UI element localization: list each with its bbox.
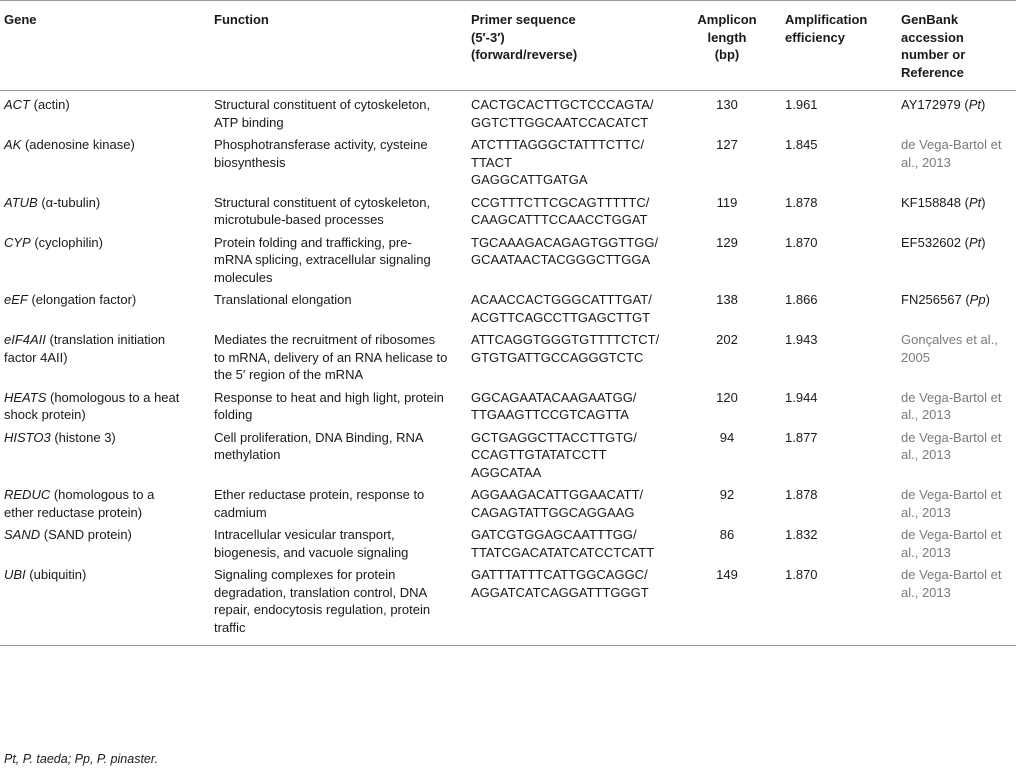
accession-cell — [901, 481, 1016, 521]
primer-line: TTACT — [471, 154, 512, 170]
table-row — [0, 481, 1016, 521]
species-abbrev: Pp — [969, 292, 986, 307]
primer-line: GAGGCATTGATGA — [471, 172, 588, 187]
primer-line: ATTCAGGTGGGTGTTTTCTCT/ — [471, 332, 660, 347]
reference-citation: de Vega-Bartol et al., 2013 — [901, 137, 1002, 170]
function-cell: Structural constituent of cytoskeleton, ATP binding — [214, 97, 431, 130]
gene-description: (homologous to a ether reductase protein) — [4, 487, 155, 520]
gene-description: (actin) — [30, 97, 70, 112]
function-cell: Signaling complexes for protein degradation, translation control, DNA repair, endocytosis regulation, protein traffic — [214, 561, 471, 646]
table-row — [0, 424, 1016, 482]
gene-symbol: AK — [4, 137, 22, 152]
gene-description: (elongation factor) — [27, 292, 137, 307]
accession-cell — [901, 326, 1016, 384]
length-cell: 129 — [716, 234, 738, 250]
primer-line: GCAATAACTACGGGCTTGGA — [471, 252, 651, 267]
header-primer-line: (5′-3′) — [471, 29, 505, 45]
accession-cell — [901, 131, 1016, 189]
primer-cell — [471, 91, 669, 132]
primer-line: TTATCGACATATCATCCTCATT — [471, 544, 655, 560]
gene-symbol: HISTO3 — [4, 429, 51, 445]
gene-cell — [0, 189, 214, 229]
gene-cell — [0, 521, 214, 561]
accession-cell — [901, 286, 1016, 326]
gene-description: (ubiquitin) — [25, 567, 87, 582]
length-cell: 130 — [716, 97, 738, 112]
header-accession: GenBank accession number or Reference — [901, 1, 1016, 91]
header-length-line: (bp) — [714, 47, 740, 62]
accession-close: ) — [981, 234, 986, 250]
accession-number: FN256567 ( — [901, 292, 970, 307]
efficiency-cell: 1.870 — [785, 561, 901, 646]
gene-cell — [0, 424, 214, 482]
accession-number: AY172979 ( — [901, 97, 969, 112]
function-cell: Structural constituent of cytoskeleton, microtubule-based processes — [214, 194, 431, 227]
reference-citation: de Vega-Bartol et al., 2013 — [901, 527, 1002, 560]
table-row — [0, 521, 1016, 561]
primer-line: ACGTTCAGCCTTGAGCTTGT — [471, 309, 651, 325]
gene-symbol: eIF4AII — [4, 332, 46, 347]
table-row — [0, 189, 1016, 229]
efficiency-cell: 1.878 — [785, 487, 818, 502]
efficiency-cell: 1.832 — [785, 527, 818, 542]
primer-cell — [471, 481, 669, 521]
primer-line: TGCAAAGACAGAGTGGTTGG/ — [471, 234, 659, 250]
gene-symbol: eEF — [4, 292, 28, 307]
gene-description: (SAND protein) — [40, 527, 132, 542]
table-row — [0, 91, 1016, 132]
primer-line: GATTTATTTCATTGGCAGGC/ — [471, 567, 648, 582]
primer-line: CCAGTTGTATATCCTT — [471, 447, 607, 462]
primer-line: GGTCTTGGCAATCCACATCT — [471, 114, 649, 130]
length-cell: 202 — [716, 332, 738, 347]
primer-cell — [471, 286, 669, 326]
gene-cell — [0, 131, 214, 189]
function-cell: Protein folding and trafficking, pre-mRNA splicing, extracellular signaling molecules — [214, 234, 431, 285]
accession-cell — [901, 229, 1016, 287]
function-cell: Cell proliferation, DNA Binding, RNA methylation — [214, 429, 423, 462]
primer-line: TTGAAGTTCCGTCAGTTA — [471, 407, 629, 422]
table-body — [0, 91, 1016, 646]
species-abbrev: Pt — [968, 194, 982, 210]
accession-close: ) — [981, 194, 986, 210]
length-cell: 138 — [716, 292, 738, 307]
primer-line: ACAACCACTGGGCATTTGAT/ — [471, 292, 652, 307]
gene-description: (α-tubulin) — [37, 194, 101, 210]
primer-cell — [471, 189, 669, 229]
gene-symbol: SAND — [4, 527, 41, 542]
table-row — [0, 561, 1016, 646]
reference-citation: de Vega-Bartol et al., 2013 — [901, 487, 1002, 520]
efficiency-cell: 1.877 — [785, 429, 818, 445]
primer-line: CAAGCATTTCCAACCTGGAT — [471, 212, 648, 227]
gene-cell — [0, 561, 214, 646]
primer-line: CAGAGTATTGGCAGGAAG — [471, 504, 635, 520]
header-primer — [471, 1, 669, 91]
function-cell: Ether reductase protein, response to cadmium — [214, 487, 425, 520]
table-row — [0, 384, 1016, 424]
efficiency-cell: 1.944 — [785, 389, 818, 405]
accession-close: ) — [981, 97, 986, 112]
accession-cell — [901, 561, 1016, 646]
gene-description: (cyclophilin) — [30, 234, 103, 250]
header-efficiency: Amplification efficiency — [785, 1, 901, 91]
length-cell: 119 — [716, 194, 738, 210]
primer-line: ATCTTTAGGGCTATTTCTTC/ — [471, 137, 645, 152]
gene-description: (homologous to a heat shock protein) — [4, 389, 180, 422]
primer-line: CACTGCACTTGCTCCCAGTA/ — [471, 97, 654, 112]
length-cell: 94 — [719, 429, 735, 445]
accession-cell — [901, 189, 1016, 229]
length-cell: 127 — [716, 137, 738, 152]
gene-symbol: CYP — [4, 234, 31, 250]
primer-cell — [471, 229, 669, 287]
table-row — [0, 286, 1016, 326]
gene-description: (translation initiation factor 4AII) — [4, 332, 166, 365]
reference-citation: de Vega-Bartol et al., 2013 — [901, 429, 1002, 462]
header-length-line: Amplicon — [697, 12, 757, 27]
primer-line: AGGCATAA — [471, 464, 542, 480]
header-length — [669, 1, 785, 91]
primer-line: AGGATCATCAGGATTTGGGT — [471, 584, 649, 600]
primer-cell — [471, 521, 669, 561]
accession-close: ) — [985, 292, 990, 307]
function-cell: Intracellular vesicular transport, biogenesis, and vacuole signaling — [214, 527, 409, 560]
gene-symbol: ACT — [4, 97, 30, 112]
primer-line: GATCGTGGAGCAATTTGG/ — [471, 527, 637, 542]
function-cell: Response to heat and high light, protein folding — [214, 389, 444, 422]
gene-cell — [0, 229, 214, 287]
gene-cell — [0, 481, 214, 521]
table-row — [0, 131, 1016, 189]
reference-citation: de Vega-Bartol et al., 2013 — [901, 567, 1002, 600]
gene-cell — [0, 384, 214, 424]
primer-line: GCTGAGGCTTACCTTGTG/ — [471, 429, 637, 445]
header-primer-line: Primer sequence — [471, 12, 576, 27]
efficiency-cell: 1.961 — [785, 97, 818, 112]
gene-symbol: REDUC — [4, 487, 51, 502]
primer-cell — [471, 326, 669, 384]
function-cell: Translational elongation — [214, 292, 352, 307]
gene-symbol: ATUB — [4, 194, 38, 210]
gene-cell — [0, 286, 214, 326]
footnote: Pt, P. taeda; Pp, P. pinaster. — [4, 752, 159, 766]
function-cell: Phosphotransferase activity, cysteine biosynthesis — [214, 137, 428, 170]
function-cell: Mediates the recruitment of ribosomes to mRNA, delivery of an RNA helicase to the 5′ region of the mRNA — [214, 332, 448, 382]
header-primer-line: (forward/reverse) — [471, 47, 578, 62]
header-function: Function — [214, 1, 471, 91]
primer-line: GGCAGAATACAAGAATGG/ — [471, 389, 637, 405]
accession-cell — [901, 91, 1016, 132]
header-gene: Gene — [0, 1, 214, 91]
efficiency-cell: 1.845 — [785, 137, 818, 152]
gene-symbol: HEATS — [4, 389, 47, 405]
primer-cell — [471, 384, 669, 424]
primer-line: AGGAAGACATTGGAACATT/ — [471, 487, 644, 502]
accession-cell — [901, 424, 1016, 482]
accession-number: EF532602 ( — [901, 234, 969, 250]
efficiency-cell: 1.878 — [785, 194, 818, 210]
primer-cell — [471, 131, 669, 189]
species-abbrev: Pt — [968, 97, 981, 112]
primer-line: GTGTGATTGCCAGGGTCTC — [471, 349, 644, 365]
gene-description: (histone 3) — [50, 429, 116, 445]
gene-cell — [0, 326, 214, 384]
length-cell: 120 — [716, 389, 738, 405]
table-row — [0, 229, 1016, 287]
table-row — [0, 326, 1016, 384]
gene-symbol: UBI — [4, 567, 26, 582]
efficiency-cell: 1.943 — [785, 332, 818, 347]
primer-cell — [471, 561, 669, 646]
reference-citation: Gonçalves et al., 2005 — [901, 332, 998, 365]
accession-cell — [901, 521, 1016, 561]
primer-cell — [471, 424, 669, 482]
length-cell: 86 — [719, 527, 735, 542]
efficiency-cell: 1.870 — [785, 234, 818, 250]
gene-cell — [0, 91, 214, 132]
header-length-line: length — [707, 29, 747, 45]
efficiency-cell: 1.866 — [785, 292, 818, 307]
header-row — [0, 1, 1016, 91]
species-abbrev: Pt — [968, 234, 982, 250]
length-cell: 149 — [669, 561, 785, 646]
accession-cell — [901, 384, 1016, 424]
gene-description: (adenosine kinase) — [21, 137, 135, 152]
primer-line: CCGTTTCTTCGCAGTTTTTC/ — [471, 194, 650, 210]
length-cell: 92 — [719, 487, 735, 502]
accession-number: KF158848 ( — [901, 194, 969, 210]
reference-citation: de Vega-Bartol et al., 2013 — [901, 389, 1002, 422]
